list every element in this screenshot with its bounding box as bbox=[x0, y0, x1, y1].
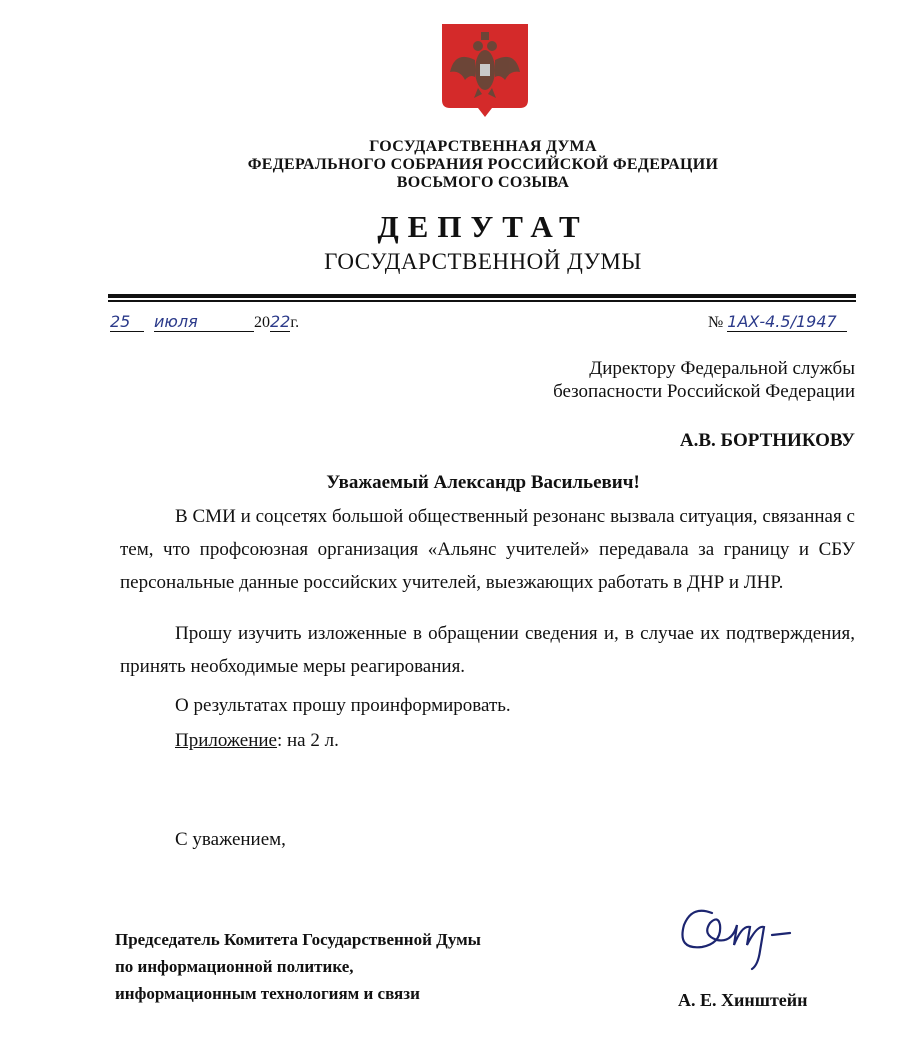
paragraph: О результатах прошу проинформировать. bbox=[175, 695, 511, 716]
date-year-suffix: 22 bbox=[270, 312, 291, 331]
signer-name: А. Е. Хинштейн bbox=[678, 990, 808, 1010]
addressee-line: Директору Федеральной службы bbox=[589, 358, 855, 379]
letter-body bbox=[120, 500, 855, 757]
number-value: 1АХ-4.5/1947 bbox=[727, 312, 847, 332]
greeting: Уважаемый Александр Васильевич! bbox=[326, 472, 640, 493]
signer-position: по информационной политике, bbox=[115, 957, 354, 976]
date-month: июля bbox=[154, 312, 254, 332]
attachment-label: Приложение bbox=[175, 730, 277, 751]
signer-position: Председатель Комитета Государственной Думы bbox=[115, 930, 481, 949]
addressee-name: А.В. БОРТНИКОВУ bbox=[679, 430, 855, 451]
header-line: ФЕДЕРАЛЬНОГО СОБРАНИЯ РОССИЙСКОЙ ФЕДЕРАЦИИ bbox=[247, 156, 719, 173]
date-year-mark: г. bbox=[290, 314, 300, 331]
divider bbox=[108, 294, 856, 298]
date-field bbox=[110, 312, 299, 332]
signer-position: информационным технологиям и связи bbox=[115, 984, 420, 1003]
document-subtitle: ГОСУДАРСТВЕННОЙ ДУМЫ bbox=[324, 249, 642, 274]
header-line: ВОСЬМОГО СОЗЫВА bbox=[396, 174, 570, 191]
paragraph: Прошу изучить изложенные в обращении сведения и, в случае их подтверждения, принять необходимые меры реагирования. bbox=[120, 623, 855, 677]
coat-of-arms-icon bbox=[440, 22, 530, 118]
document-title: ДЕПУТАТ bbox=[377, 209, 589, 244]
attachment-value: : на 2 л. bbox=[276, 730, 339, 751]
divider bbox=[108, 300, 856, 302]
number-label: № bbox=[708, 314, 724, 331]
paragraph: В СМИ и соцсетях большой общественный резонанс вызвала ситуация, связанная с тем, что профсоюзная организация «Альянс учителей» передавала за границу и СБУ персональные данные российских учителей, выезжающих работать в ДНР и ЛНР. bbox=[120, 506, 855, 593]
reference-number bbox=[708, 312, 847, 332]
addressee-line: безопасности Российской Федерации bbox=[553, 381, 855, 402]
closing: С уважением, bbox=[175, 829, 286, 850]
handwritten-signature bbox=[672, 895, 832, 980]
date-year-prefix: 20 bbox=[254, 314, 270, 331]
date-day: 25 bbox=[110, 312, 144, 332]
header-line: ГОСУДАРСТВЕННАЯ ДУМА bbox=[369, 138, 597, 155]
